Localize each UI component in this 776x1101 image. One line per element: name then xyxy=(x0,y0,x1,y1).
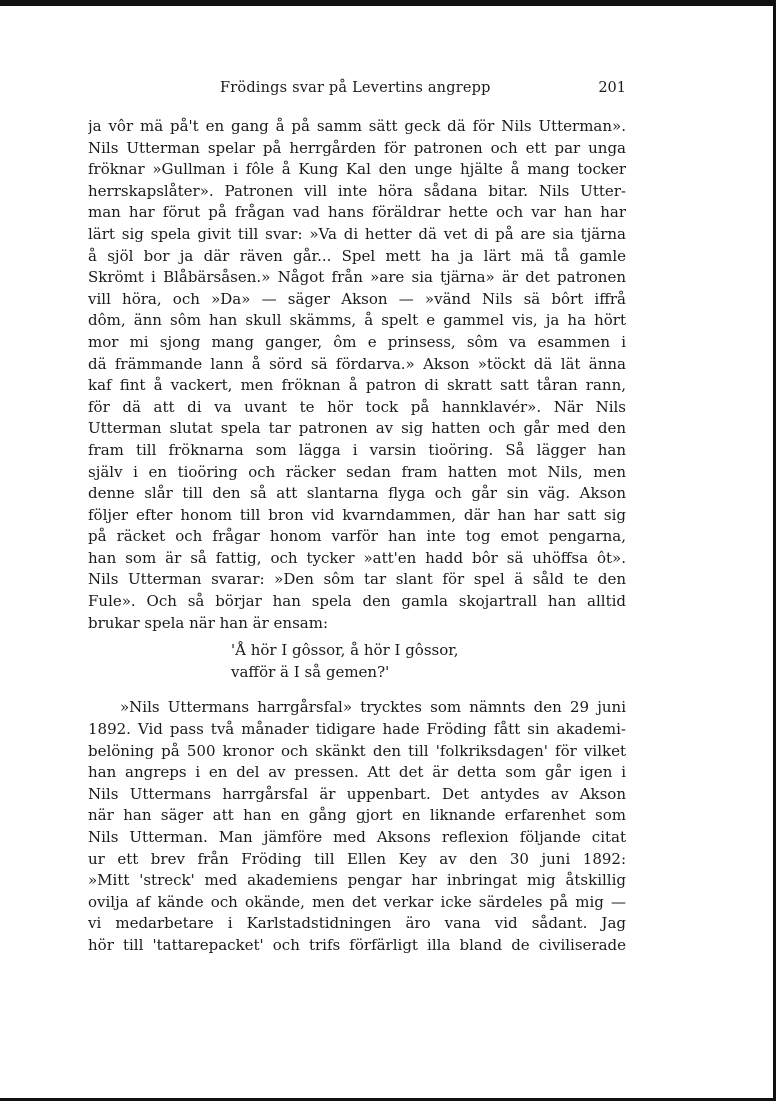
text-line: han angreps i en del av pressen. Att det är detta som går igen i xyxy=(88,763,626,782)
paragraph-2 xyxy=(88,697,626,956)
text-line: kaf fint å vackert, men fröknan å patron di skratt satt tåran rann, xyxy=(88,376,626,395)
text-line: vi medarbetare i Karlstadstidningen äro vana vid sådant. Jag xyxy=(88,914,626,933)
running-head xyxy=(88,80,626,102)
text-line: å sjöl bor ja där räven går... Spel mett ha ja lärt mä tå gamle xyxy=(88,246,626,265)
text-line: ja vôr mä på't en gang å på samm sätt geck dä för Nils Utterman». xyxy=(88,117,626,135)
text-line: Fule». Och så börjar han spela den gamla skojartrall han alltid xyxy=(88,592,626,611)
text-line: dôm, änn sôm han skull skämms, å spelt e gammel vis, ja ha hört xyxy=(88,311,626,330)
text-line: Nils Uttermans harrgårsfal är uppenbart. Det antydes av Akson xyxy=(88,784,626,803)
text-line: »Nils Uttermans harrgårsfal» trycktes som nämnts den 29 juni xyxy=(120,698,626,717)
paragraph-1 xyxy=(88,116,626,634)
text-line: herrskapslåter». Patronen vill inte höra sådana bitar. Nils Utter- xyxy=(88,181,626,200)
text-line: följer efter honom till bron vid kvarndammen, där han har satt sig xyxy=(88,505,626,524)
running-title: Frödings svar på Levertins angrepp xyxy=(220,80,491,96)
text-line: belöning på 500 kronor och skänkt den till 'folkriksdagen' för vilket xyxy=(88,741,626,760)
verse-line: vafför ä I så gemen?' xyxy=(231,662,390,681)
text-line: ovilja af kände och okände, men det verkar icke särdeles på mig — xyxy=(88,892,626,911)
spacer xyxy=(88,683,626,697)
scan-edge-top xyxy=(0,0,776,6)
text-line: fram till fröknarna som lägga i varsin tioöring. Så lägger han xyxy=(88,440,626,459)
verse-quote xyxy=(231,640,626,683)
text-line: lärt sig spela givit till svar: »Va di hetter dä vet di på are sia tjärna xyxy=(88,224,626,243)
text-line: på räcket och frågar honom varför han inte tog emot pengarna, xyxy=(88,527,626,546)
text-line: för dä att di va uvant te hör tock på hannklavér». När Nils xyxy=(88,397,626,416)
body-text xyxy=(88,116,626,957)
text-line: han som är så fattig, och tycker »att'en hadd bôr sä uhöffsa ôt». xyxy=(88,548,626,567)
text-line: Utterman slutat spela tar patronen av sig hatten och går med den xyxy=(88,419,626,438)
text-line: dä främmande lann å sörd sä fördarva.» Akson »töckt dä lät änna xyxy=(88,354,626,373)
text-line: fröknar »Gullman i fôle å Kung Kal den unge hjälte å mang tocker xyxy=(88,160,626,179)
text-line: brukar spela när han är ensam: xyxy=(88,613,328,632)
text-line: Skrömt i Blåbärsåsen.» Något från »are sia tjärna» är det patronen xyxy=(88,268,626,287)
verse-line: 'Å hör I gôssor, å hör I gôssor, xyxy=(231,641,459,660)
text-line: hör till 'tattarepacket' och trifs förfärligt illa bland de civiliserade xyxy=(88,935,626,954)
text-line: Nils Utterman. Man jämföre med Aksons reflexion följande citat xyxy=(88,828,626,846)
text-line: Nils Utterman svarar: »Den sôm tar slant för spel ä såld te den xyxy=(88,570,626,589)
text-line: själv i en tioöring och räcker sedan fram hatten mot Nils, men xyxy=(88,462,626,481)
text-line: ur ett brev från Fröding till Ellen Key av den 30 juni 1892: xyxy=(88,849,626,868)
text-line: Nils Utterman spelar på herrgården för patronen och ett par unga xyxy=(88,138,626,157)
text-line: när han säger att han en gång gjort en liknande erfarenhet som xyxy=(88,806,626,825)
page-number: 201 xyxy=(598,80,626,96)
text-line: »Mitt 'streck' med akademiens pengar har inbringat mig åtskillig xyxy=(88,871,626,890)
text-line: man har förut på frågan vad hans föräldrar hette och var han har xyxy=(88,203,626,222)
text-line: 1892. Vid pass två månader tidigare hade Fröding fått sin akademi- xyxy=(88,720,626,739)
text-line: vill höra, och »Da» — säger Akson — »vänd Nils sä bôrt iffrå xyxy=(88,289,626,308)
text-line: mor mi sjong mang ganger, ôm e prinsess, sôm va esammen i xyxy=(88,332,626,351)
text-line: denne slår till den så att slantarna flyga och går sin väg. Akson xyxy=(88,484,626,503)
